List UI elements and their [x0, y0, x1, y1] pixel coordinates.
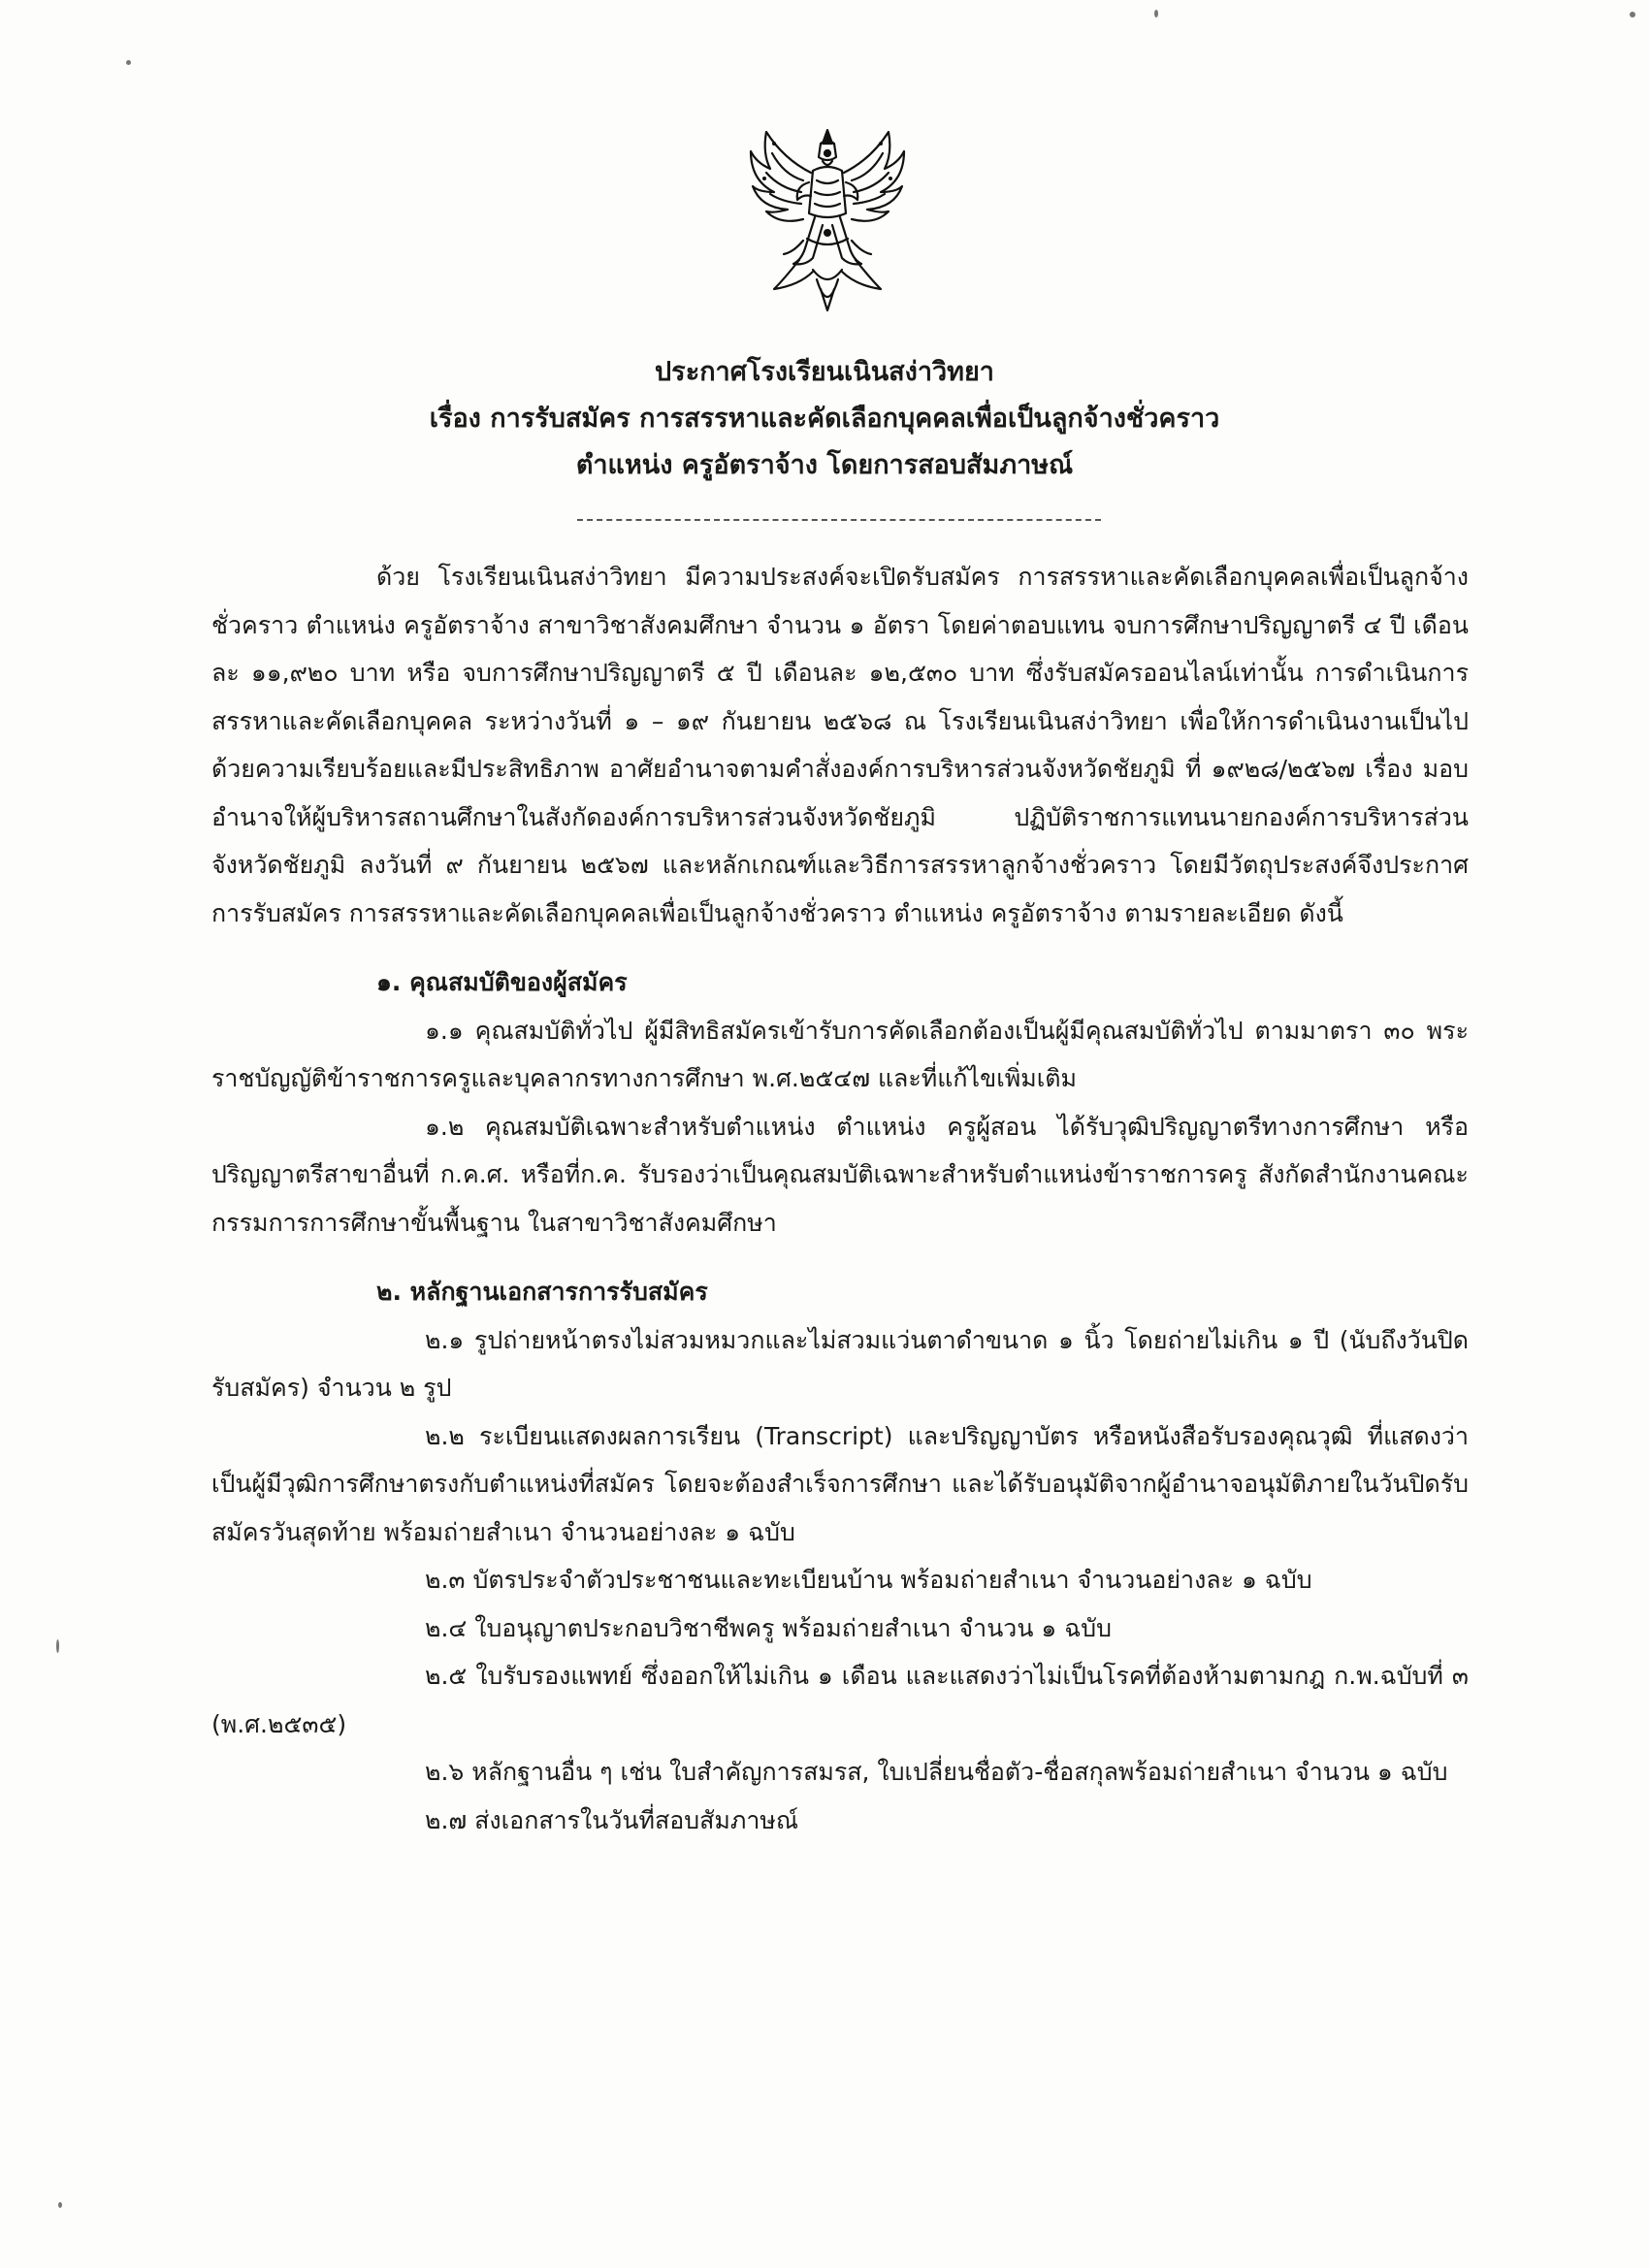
- garuda-emblem-icon: [745, 124, 910, 318]
- list-item: ๒.๖ หลักฐานอื่น ๆ เช่น ใบสำคัญการสมรส, ใบเปลี่ยนชื่อตัว-ชื่อสกุลพร้อมถ่ายสำเนา จำนวน ๑ ฉบับ: [425, 1758, 1448, 1786]
- announcement-header: [0, 349, 1649, 489]
- list-item: ๒.๒ ระเบียนแสดงผลการเรียน (Transcript) และปริญญาบัตร หรือหนังสือรับรองคุณวุฒิ ที่แสดงว่าเป็นผู้มีวุฒิการศึกษาตรงกับตำแหน่งที่สมัคร โดยจะต้องสำเร็จการศึกษา และได้รับอนุมัติจากผู้อำนาจอนุมัติภายในวันปิดรับสมัครวันสุดท้าย พร้อมถ่ายสำเนา จำนวนอย่างละ ๑ ฉบับ: [211, 1421, 1469, 1546]
- intro-paragraph: ด้วย โรงเรียนเนินสง่าวิทยา มีความประสงค์จะเปิดรับสมัคร การสรรหาและคัดเลือกบุคคลเพื่อเป็นลูกจ้างชั่วคราว ตำแหน่ง ครูอัตราจ้าง สาขาวิชาสังคมศึกษา จำนวน ๑ อัตรา โดยค่าตอบแทน จบการศึกษาปริญญาตรี ๔ ปี เดือนละ ๑๑,๙๒๐ บาท หรือ จบการศึกษาปริญญาตรี ๕ ปี เดือนละ ๑๒,๕๓๐ บาท ซึ่งรับสมัครออนไลน์เท่านั้น การดำเนินการสรรหาและคัดเลือกบุคคล ระหว่างวันที่ ๑ – ๑๙ กันยายน ๒๕๖๘ ณ โรงเรียนเนินสง่าวิทยา เพื่อให้การดำเนินงานเป็นไปด้วยความเรียบร้อยและมีประสิทธิภาพ อาศัยอำนาจตามคำสั่งองค์การบริหารส่วนจังหวัดชัยภูมิ ที่ ๑๙๒๘/๒๕๖๗ เรื่อง มอบอำนาจให้ผู้บริหารสถานศึกษาในสังกัดองค์การบริหารส่วนจังหวัดชัยภูมิ ปฏิบัติราชการแทนนายกองค์การบริหารส่วนจังหวัดชัยภูมิ ลงวันที่ ๙ กันยายน ๒๕๖๗ และหลักเกณฑ์และวิธีการสรรหาลูกจ้างชั่วคราว โดยมีวัตถุประสงค์จึงประกาศ การรับสมัคร การสรรหาและคัดเลือกบุคคลเพื่อเป็นลูกจ้างชั่วคราว ตำแหน่ง ครูอัตราจ้าง ตามรายละเอียด ดังนี้: [211, 563, 1469, 927]
- list-item: ๒.๓ บัตรประจำตัวประชาชนและทะเบียนบ้าน พร้อมถ่ายสำเนา จำนวนอย่างละ ๑ ฉบับ: [425, 1566, 1312, 1594]
- scan-speck: [1154, 10, 1158, 17]
- list-item: ๑.๒ คุณสมบัติเฉพาะสำหรับตำแหน่ง ตำแหน่ง ครูผู้สอน ได้รับวุฒิปริญญาตรีทางการศึกษา หรือปริญญาตรีสาขาอื่นที่ ก.ค.ศ. หรือที่ก.ค. รับรองว่าเป็นคุณสมบัติเฉพาะสำหรับตำแหน่งข้าราชการครู สังกัดสำนักงานคณะกรรมการการศึกษาขั้นพื้นฐาน ในสาขาวิชาสังคมศึกษา: [211, 1112, 1469, 1237]
- list-item: ๒.๕ ใบรับรองแพทย์ ซึ่งออกให้ไม่เกิน ๑ เดือน และแสดงว่าไม่เป็นโรคที่ต้องห้ามตามกฎ ก.พ.ฉบับที่ ๓ (พ.ศ.๒๕๓๕): [211, 1662, 1469, 1738]
- header-position: ตำแหน่ง ครูอัตราจ้าง โดยการสอบสัมภาษณ์: [575, 450, 1074, 480]
- section-heading-documents: ๒. หลักฐานเอกสารการรับสมัคร: [376, 1278, 708, 1306]
- list-item: ๑.๑ คุณสมบัติทั่วไป ผู้มีสิทธิสมัครเข้ารับการคัดเลือกต้องเป็นผู้มีคุณสมบัติทั่วไป ตามมาตรา ๓๐ พระราชบัญญัติข้าราชการครูและบุคลากรทางการศึกษา พ.ศ.๒๕๔๗ และที่แก้ไขเพิ่มเติม: [211, 1016, 1469, 1092]
- scan-speck: [1630, 12, 1635, 17]
- scan-speck: [56, 1639, 59, 1653]
- header-subject: เรื่อง การรับสมัคร การสรรหาและคัดเลือกบุคคลเพื่อเป็นลูกจ้างชั่วคราว: [429, 404, 1220, 434]
- header-divider: [577, 519, 1101, 521]
- list-item: ๒.๗ ส่งเอกสารในวันที่สอบสัมภาษณ์: [425, 1805, 799, 1834]
- list-item: ๒.๑ รูปถ่ายหน้าตรงไม่สวมหมวกและไม่สวมแว่นตาดำขนาด ๑ นิ้ว โดยถ่ายไม่เกิน ๑ ปี (นับถึงวันปิดรับสมัคร) จำนวน ๒ รูป: [211, 1325, 1469, 1402]
- scan-speck: [126, 60, 131, 65]
- header-title: ประกาศโรงเรียนเนินสง่าวิทยา: [655, 357, 994, 387]
- announcement-body: [211, 553, 1469, 1844]
- section-heading-qualifications: ๑. คุณสมบัติของผู้สมัคร: [376, 968, 628, 996]
- list-item: ๒.๔ ใบอนุญาตประกอบวิชาชีพครู พร้อมถ่ายสำเนา จำนวน ๑ ฉบับ: [425, 1613, 1112, 1642]
- scan-speck: [58, 2202, 62, 2208]
